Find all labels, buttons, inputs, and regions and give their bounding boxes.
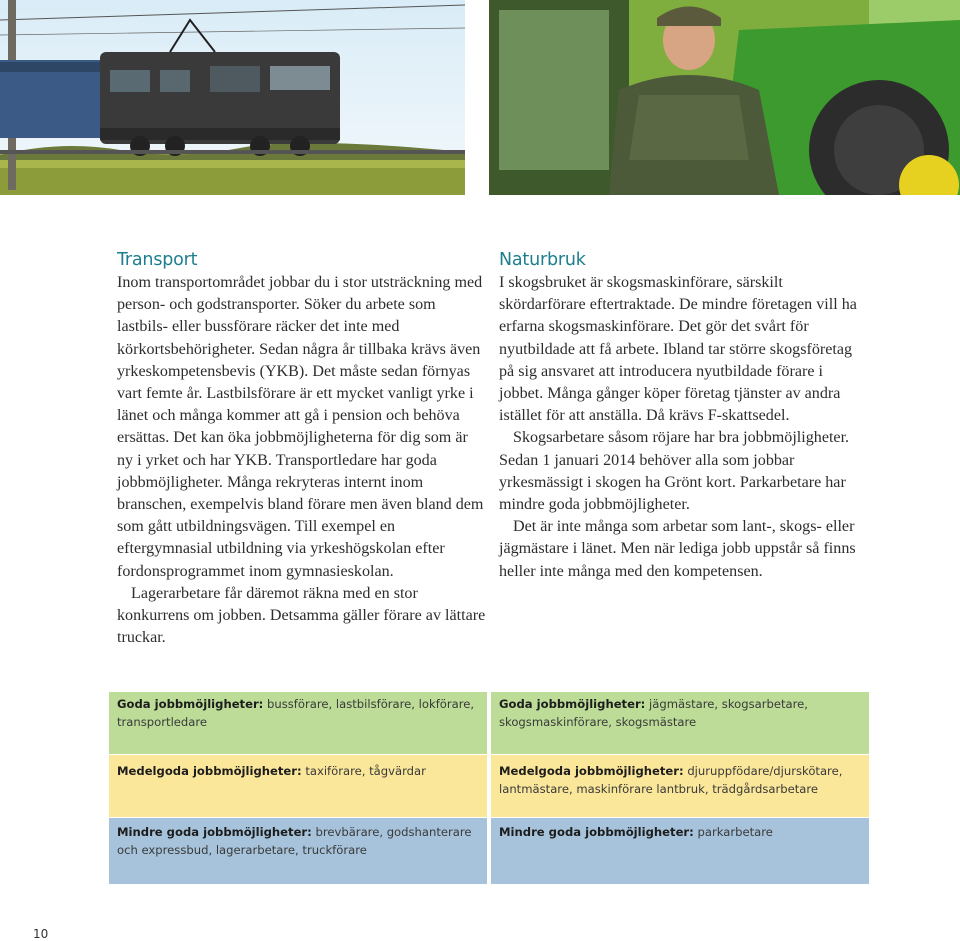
train-photo — [0, 0, 465, 195]
naturbruk-good-box — [491, 692, 869, 754]
farmer-tractor-photo — [489, 0, 960, 195]
transport-section — [117, 248, 487, 649]
page-number: 10 — [33, 927, 49, 941]
box-label: Medelgoda jobbmöjligheter: — [117, 764, 302, 778]
naturbruk-paragraph-3: Det är inte många som arbetar som lant-, skogs- eller jägmästare i länet. Men när lediga jobb uppstår så finns heller inte många med den kompetensen. — [499, 518, 856, 580]
naturbruk-less-box — [491, 818, 869, 884]
box-text: bussförare, lastbilsförare, lokförare, transportledare — [117, 697, 475, 729]
transport-less-box — [109, 818, 487, 884]
transport-paragraph-1: Inom transportområdet jobbar du i stor utsträckning med person- och godstransporter. Söker du arbete som lastbils- eller bussförare räcker det inte med körkortsbehörigheter. Sedan några år tillbaka krävs även yrkeskompetensbevis (YKB). Det måste sedan förnyas vart femte år. Lastbilsförare är ett mycket vanligt yrke i länet och många kommer att gå i pension och behöva ersättas. Det kan öka jobbmöjligheterna för dig som är ny i yrket och har YKB. Transportledare har goda jobbmöjligheter. Många rekryteras internt inom branschen, exempelvis bland förare men även bland dem som gått utbildningsvägen. Till exempel en eftergymnasial utbildning via yrkeshögskolan efter fordonsprogrammet inom gymnasieskolan. — [117, 274, 484, 580]
box-label: Mindre goda jobbmöjligheter: — [499, 825, 694, 839]
box-label: Medelgoda jobbmöjligheter: — [499, 764, 684, 778]
box-text: djuruppfödare/djurskötare, lantmästare, maskinförare lantbruk, trädgårdsarbetare — [499, 764, 843, 796]
naturbruk-medium-box — [491, 755, 869, 817]
transport-heading: Transport — [117, 250, 198, 270]
box-text: jägmästare, skogsarbetare, skogsmaskinförare, skogsmästare — [499, 697, 808, 729]
naturbruk-paragraph-2: Skogsarbetare såsom röjare har bra jobbmöjligheter. Sedan 1 januari 2014 behöver alla som jobbar yrkesmässigt i skogen ha Grönt kort. Parkarbetare har mindre goda jobbmöjligheter. — [499, 429, 850, 514]
box-label: Goda jobbmöjligheter: — [117, 697, 264, 711]
box-label: Goda jobbmöjligheter: — [499, 697, 646, 711]
naturbruk-section — [499, 248, 869, 583]
transport-good-box — [109, 692, 487, 754]
box-text: parkarbetare — [693, 825, 773, 839]
box-text: taxiförare, tågvärdar — [301, 764, 426, 778]
box-text: brevbärare, godshanterare och expressbud, lagerarbetare, truckförare — [117, 825, 472, 857]
naturbruk-paragraph-1: I skogsbruket är skogsmaskinförare, särskilt skördarförare eftertraktade. De mindre företagen vill ha erfarna skogsmaskinförare. Det gör det svårt för nyutbildade att få arbete. Ibland tar större skogsföretag på sig ansvaret att introducera nyutbildade förare i jobbet. Många gånger köper företag tjänster av andra istället för att anställa. Då krävs F-skattsedel. — [499, 274, 857, 425]
naturbruk-heading: Naturbruk — [499, 250, 586, 270]
transport-medium-box — [109, 755, 487, 817]
transport-paragraph-2: Lagerarbetare får däremot räkna med en stor konkurrens om jobben. Detsamma gäller förare av lättare truckar. — [117, 584, 486, 647]
box-label: Mindre goda jobbmöjligheter: — [117, 825, 312, 839]
